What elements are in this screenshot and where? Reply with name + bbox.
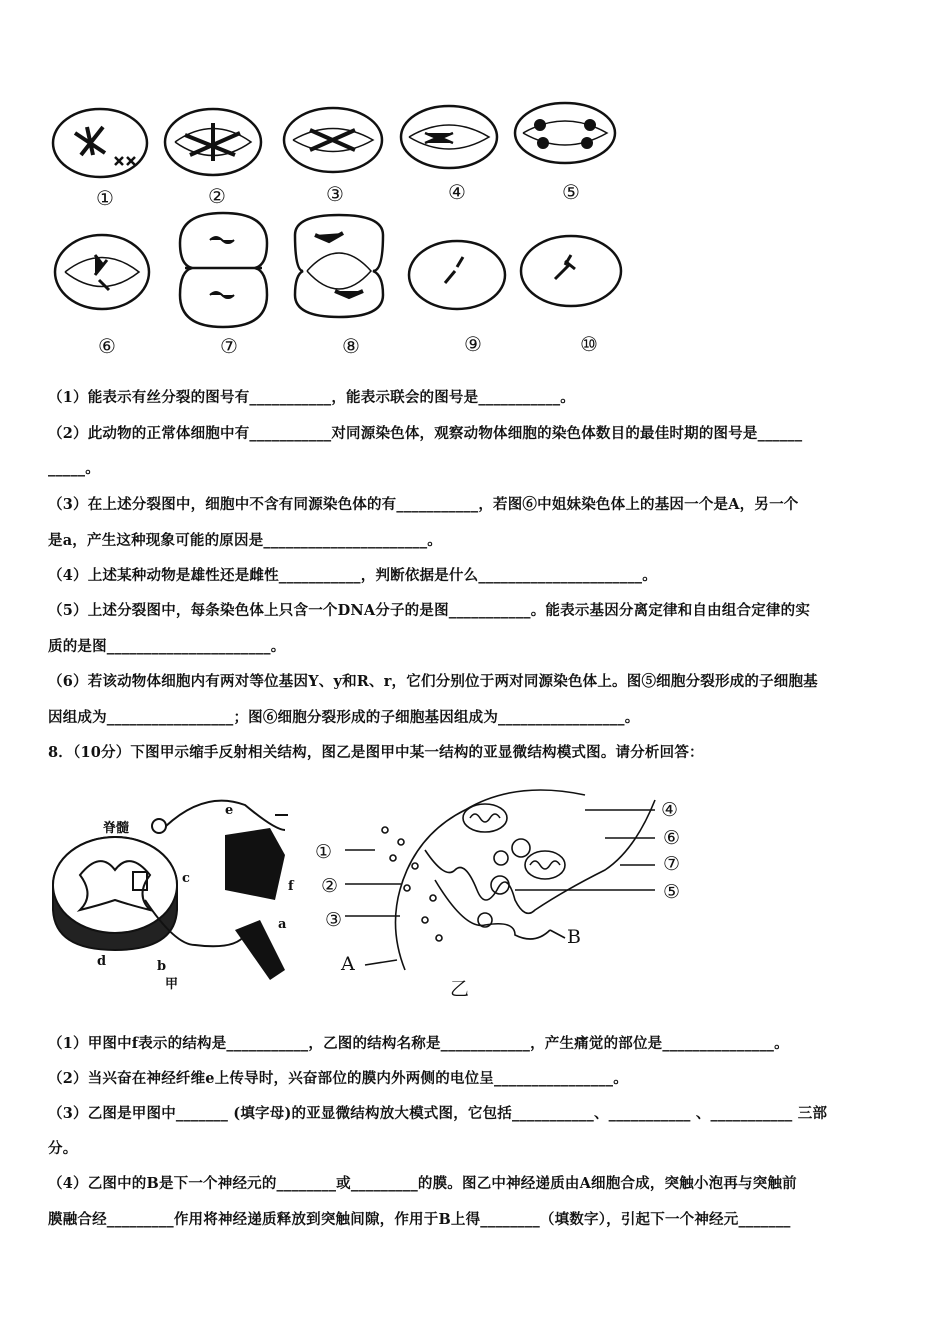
q7-line-8: 质的是图______________________。 xyxy=(48,638,286,655)
q8-line-1: （1）甲图中f表示的结构是___________，乙图的结构名称是____________，产生痛觉的部位是_______________。 xyxy=(48,1035,789,1052)
figure-label-8: ⑧ xyxy=(342,334,360,358)
q8-line-5: （4）乙图中的B是下一个神经元的________或_________的膜。图乙中神经递质由A细胞合成，突触小泡再与突触前 xyxy=(48,1175,797,1192)
q8-line-2: （2）当兴奋在神经纤维e上传导时，兴奋部位的膜内外两侧的电位呈________________。 xyxy=(48,1070,628,1087)
figure-label-1: ① xyxy=(96,186,114,210)
figure-label-3: ③ xyxy=(326,182,344,206)
figure-label-6: ⑥ xyxy=(98,334,116,358)
yi-label-5: ⑤ xyxy=(663,881,681,903)
figure-label-4: ④ xyxy=(448,180,466,204)
q8-header: 8．（10分）下图甲示缩手反射相关结构，图乙是图甲中某一结构的亚显微结构模式图。请分析回答： xyxy=(48,744,704,761)
q7-line-4: （3）在上述分裂图中，细胞中不含有同源染色体的有___________，若图⑥中姐妹染色体上的基因一个是A，另一个 xyxy=(48,496,799,513)
yi-label-4: ④ xyxy=(661,799,679,821)
jia-spine-label: 脊髓 xyxy=(103,821,130,836)
q7-line-2: （2）此动物的正常体细胞中有___________对同源染色体，观察动物体细胞的染色体数目的最佳时期的图号是______ xyxy=(48,425,803,442)
figure-label-7: ⑦ xyxy=(220,334,238,358)
jia-caption: 甲 xyxy=(165,977,179,992)
q7-line-3: _____。 xyxy=(48,460,100,477)
q7-line-6: （4）上述某种动物是雄性还是雌性___________，判断依据是什么______________________。 xyxy=(48,567,657,584)
cell-division-figure xyxy=(45,95,645,365)
yi-label-3: ③ xyxy=(325,909,343,931)
yi-label-7: ⑦ xyxy=(663,853,681,875)
q7-line-5: 是a，产生这种现象可能的原因是______________________。 xyxy=(48,532,442,549)
q7-line-7: （5）上述分裂图中，每条染色体上只含一个DNA分子的是图___________。能表示基因分离定律和自由组合定律的实 xyxy=(48,602,811,619)
jia-label-e: e xyxy=(225,803,234,818)
figure-label-9: ⑨ xyxy=(464,332,482,356)
figure-label-5: ⑤ xyxy=(562,180,580,204)
yi-label-B: B xyxy=(567,926,581,948)
yi-label-6: ⑥ xyxy=(663,827,681,849)
jia-label-f: f xyxy=(288,879,294,894)
yi-caption: 乙 xyxy=(450,978,470,1000)
q7-line-9: （6）若该动物体细胞内有两对等位基因Y、y和R、r，它们分别位于两对同源染色体上。图⑤细胞分裂形成的子细胞基 xyxy=(48,673,818,690)
q8-line-3: （3）乙图是甲图中_______ (填字母)的亚显微结构放大模式图，它包括___________、___________ 、___________ 三部 xyxy=(48,1105,828,1122)
yi-label-2: ② xyxy=(321,875,339,897)
yi-label-1: ① xyxy=(315,841,333,863)
figure-label-2: ② xyxy=(208,184,226,208)
jia-label-a: a xyxy=(278,917,287,932)
jia-label-d: d xyxy=(97,954,107,969)
q8-line-6: 膜融合经_________作用将神经递质释放到突触间隙，作用于B上得________（填数字），引起下一个神经元_______ xyxy=(48,1211,791,1228)
jia-label-c: c xyxy=(182,871,190,886)
yi-label-A: A xyxy=(341,953,355,975)
q7-line-10: 因组成为_________________；图⑥细胞分裂形成的子细胞基因组成为_________________。 xyxy=(48,709,640,726)
q8-line-4: 分。 xyxy=(48,1140,78,1157)
jia-label-b: b xyxy=(157,959,167,974)
reflex-synapse-figure xyxy=(45,770,705,1005)
figure-label-10: ⑩ xyxy=(580,332,598,356)
q7-line-1: （1）能表示有丝分裂的图号有___________，能表示联会的图号是___________。 xyxy=(48,389,575,406)
